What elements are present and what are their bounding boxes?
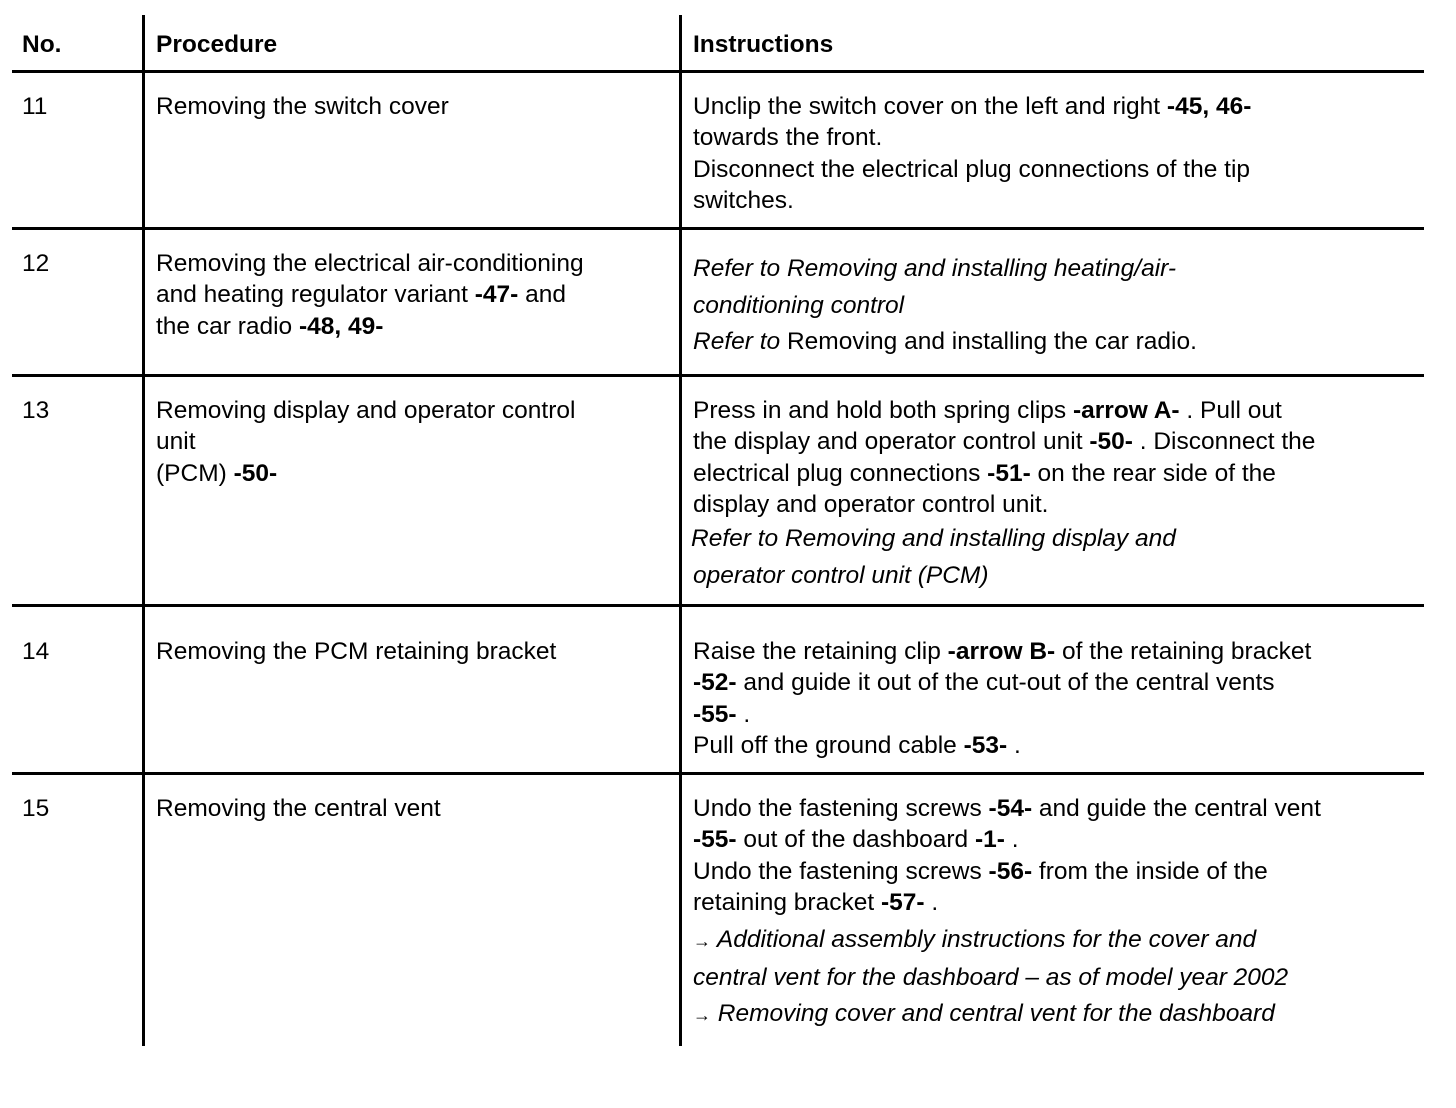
arrow-right-icon: → [693,931,711,952]
part-reference: -50- [233,459,278,487]
instruction-line [693,636,1311,667]
cross-reference-text: Additional assembly instructions for the cover and [711,926,1257,954]
part-reference: -51- [987,459,1031,487]
part-reference: -56- [988,857,1033,885]
row-15-number: 15 [22,795,50,822]
row-divider-11-12 [12,227,1424,230]
instruction-line [693,887,1321,918]
instruction-line [693,699,1311,730]
cross-reference-link[interactable] [693,996,1321,1034]
instruction-line [693,793,1321,824]
column-divider-1 [142,15,145,1046]
instruction-text: of the retaining bracket [1055,638,1312,665]
instruction-text: . [1004,826,1019,854]
instruction-text: . [924,888,939,916]
instruction-text: and guide it out of the cut-out of the central vents [736,669,1275,697]
row-13-instructions [693,395,1315,594]
procedure-line [156,279,584,310]
row-divider-14-15 [12,772,1424,775]
row-divider-12-13 [12,374,1424,377]
part-reference: -53- [963,731,1008,759]
procedure-text: (PCM) [156,459,234,487]
row-divider-13-14 [12,604,1424,607]
instruction-line: switches. [693,186,794,214]
header-no: No. [22,31,62,58]
part-reference: -arrow A- [1072,397,1180,424]
instruction-text: Raise the retaining clip [693,638,948,665]
procedure-text: the car radio [156,312,299,340]
instruction-line: display and operator control unit. [693,490,1049,518]
part-reference: -55- [693,700,737,728]
part-reference: -55- [693,826,737,854]
cross-reference-link[interactable]: Refer to Removing and installing display and [691,525,1176,553]
instruction-text: on the rear side of the [1030,459,1276,487]
procedure-line: Removing the central vent [156,795,441,822]
part-reference: -57- [880,888,925,916]
instruction-text: and guide the central vent [1032,795,1321,822]
cross-reference-text: Removing and installing the car radio. [780,328,1197,355]
part-reference: -54- [988,795,1033,822]
part-reference: -52- [693,669,737,697]
instruction-text: Pull off the ground cable [693,731,964,759]
procedure-line: Removing the switch cover [156,93,449,120]
cross-reference-link[interactable] [693,922,1321,960]
instruction-text: out of the dashboard [736,826,975,854]
procedure-line [156,458,575,489]
row-15-procedure [156,793,441,824]
instruction-text: Undo the fastening screws [693,857,989,885]
header-instructions: Instructions [693,31,834,58]
procedure-text: and [518,281,566,309]
row-14-procedure [156,636,556,667]
cross-reference-link[interactable]: central vent for the dashboard – as of model year 2002 [693,963,1289,991]
row-14-instructions [693,636,1311,761]
procedure-line [156,311,584,342]
row-12-number: 12 [22,250,50,277]
instruction-line [693,458,1315,489]
instruction-text: Press in and hold both spring clips [693,397,1073,424]
procedure-line: Removing display and operator control [156,397,576,424]
instruction-line [693,667,1311,698]
instruction-line: Disconnect the electrical plug connections of the tip [693,155,1251,183]
instruction-text: . [1007,731,1021,759]
column-divider-2 [679,15,682,1046]
part-reference: -48, 49- [299,312,384,340]
row-14-number: 14 [22,638,50,665]
procedure-text: and heating regulator variant [156,281,475,309]
instruction-line [693,426,1315,457]
cross-reference-link[interactable]: conditioning control [693,291,905,319]
instruction-text: Unclip the switch cover on the left and right [693,93,1167,120]
instruction-text: . [736,700,751,728]
instruction-text: . Pull out [1179,397,1282,424]
procedure-line: unit [156,428,196,456]
instruction-text: . Disconnect the [1132,428,1316,456]
cross-reference-text: Removing cover and central vent for the dashboard [711,1000,1275,1028]
header-procedure: Procedure [156,31,278,58]
arrow-right-icon: → [693,1005,711,1026]
row-12-instructions [693,251,1197,361]
row-11-number: 11 [22,93,48,120]
row-15-instructions [693,793,1321,1034]
part-reference: -45, 46- [1166,93,1252,120]
part-reference: -1- [974,826,1005,854]
cross-reference-link[interactable]: operator control unit (PCM) [693,561,989,589]
instruction-text: the display and operator control unit [693,428,1090,456]
procedure-line: Removing the PCM retaining bracket [156,638,557,665]
row-11-instructions [693,91,1251,216]
instruction-line: towards the front. [693,124,883,152]
cross-reference-link[interactable] [693,324,1197,361]
instruction-text: retaining bracket [693,888,881,916]
instruction-line [693,730,1311,761]
instruction-line [693,395,1315,426]
part-reference: -50- [1089,428,1133,456]
row-12-procedure [156,248,584,342]
row-11-procedure [156,91,449,122]
row-13-number: 13 [22,397,50,424]
part-reference: -47- [474,281,519,309]
instruction-line [693,91,1251,122]
instruction-text: from the inside of the [1032,857,1268,885]
header-rule [12,70,1424,73]
row-13-procedure [156,395,575,489]
instruction-text: electrical plug connections [693,459,988,487]
instruction-text: Undo the fastening screws [693,795,989,822]
instruction-line [693,856,1321,887]
cross-reference-link[interactable]: Refer to Removing and installing heating/air- [693,255,1177,282]
procedure-line: Removing the electrical air-conditioning [156,250,584,277]
part-reference: -arrow B- [947,638,1056,665]
instruction-line [693,824,1321,855]
refer-to-label: Refer to [693,328,781,355]
